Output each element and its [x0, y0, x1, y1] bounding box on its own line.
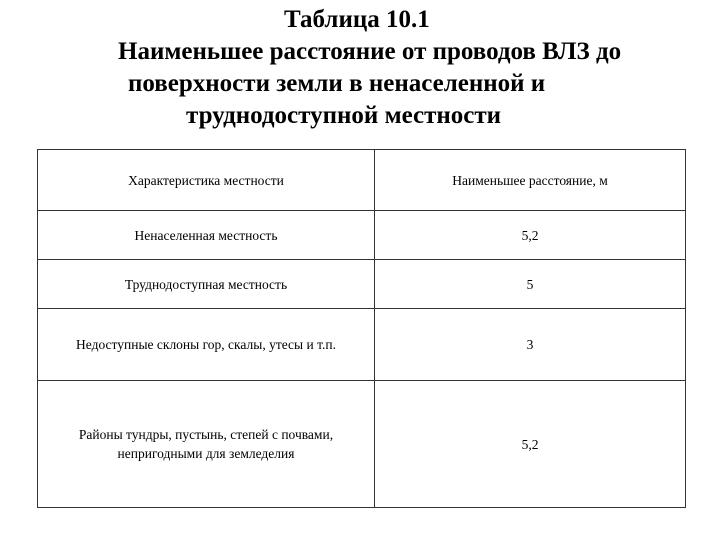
header-terrain: Характеристика местности: [38, 150, 375, 211]
table-row: [38, 381, 686, 508]
table-header-row: [38, 150, 686, 211]
table-title-line-1: Наименьшее расстояние от проводов ВЛЗ до: [118, 38, 622, 65]
terrain-cell: [38, 309, 375, 381]
terrain-cell: [38, 381, 375, 508]
distance-cell: 5: [375, 260, 686, 309]
header-min-distance: Наименьшее расстояние, м: [375, 150, 686, 211]
distance-cell: 3: [375, 309, 686, 381]
terrain-cell: Ненаселенная местность: [38, 211, 375, 260]
terrain-text: Районы тундры, пустынь, степей с почвами, непригодными для земледелия: [78, 427, 334, 461]
terrain-cell: Труднодоступная местность: [38, 260, 375, 309]
terrain-text: Недоступные склоны гор, скалы, утесы и т.п.: [76, 337, 336, 352]
distance-cell: 5,2: [375, 211, 686, 260]
distance-cell: 5,2: [375, 381, 686, 508]
table-number-title: Таблица 10.1: [284, 6, 430, 33]
min-distance-table: [37, 149, 686, 508]
table-row: [38, 309, 686, 381]
table-title-line-3: труднодоступной местности: [186, 102, 502, 129]
table-title-line-2: поверхности земли в ненаселенной и: [128, 70, 546, 97]
table-row: [38, 211, 686, 260]
table-row: [38, 260, 686, 309]
